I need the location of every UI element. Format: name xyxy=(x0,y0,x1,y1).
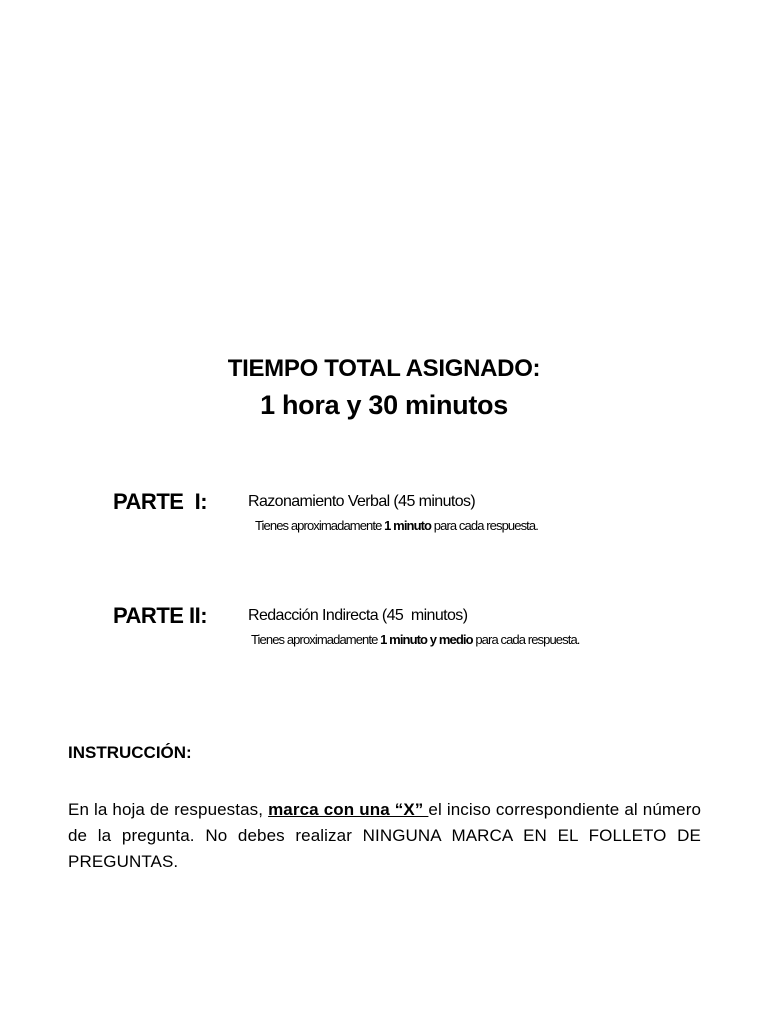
part-two-name: Redacción Indirecta (45 minutos) xyxy=(248,607,468,624)
part-two-description xyxy=(251,632,580,647)
title-block xyxy=(0,352,768,424)
part-two-desc-before: Tienes aproximadamente xyxy=(251,632,381,647)
part-two-label: PARTE II: xyxy=(113,603,208,628)
page-title: TIEMPO TOTAL ASIGNADO: xyxy=(227,355,541,382)
part-one-description xyxy=(255,518,538,533)
part-one-label: PARTE I: xyxy=(113,489,208,514)
instruction-body xyxy=(68,797,701,875)
part-one-desc-after: para cada respuesta. xyxy=(431,518,538,533)
part-two-desc-bold: 1 minuto y medio xyxy=(380,632,473,647)
part-one-desc-before: Tienes aproximadamente xyxy=(255,518,385,533)
part-two-desc-after: para cada respuesta. xyxy=(472,632,580,647)
instruction-text-before: En la hoja de respuestas, xyxy=(68,800,269,819)
part-one-desc-bold: 1 minuto xyxy=(384,518,432,533)
instruction-emphasis: marca con una “X” xyxy=(268,800,429,819)
instruction-heading: INSTRUCCIÓN: xyxy=(68,743,192,762)
part-one-name: Razonamiento Verbal (45 minutos) xyxy=(248,493,476,510)
total-duration: 1 hora y 30 minutos xyxy=(260,390,508,420)
instruction-text-after: el inciso correspondiente al número de la pregunta. No debes realizar NINGUNA MARCA EN EL FOLLETO DE PREGUNTAS. xyxy=(68,800,702,871)
